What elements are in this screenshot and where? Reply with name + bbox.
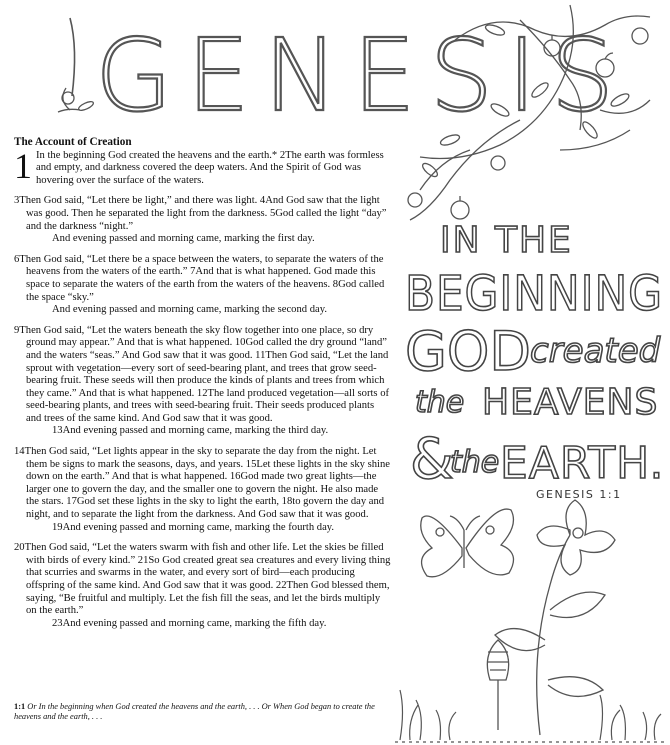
paragraph-2 — [14, 195, 392, 245]
evening-line: And evening passed and morning came, marking the first day. — [52, 233, 315, 245]
evening-line: And evening passed and morning came, marking the second day. — [52, 304, 327, 316]
paragraph-1 — [14, 145, 392, 188]
art-line-9: EARTH. — [500, 438, 665, 489]
footnote-ref: 1:1 — [14, 702, 26, 711]
paragraph-6 — [14, 542, 392, 630]
chapter-number: 1 — [14, 145, 32, 186]
paragraph-4 — [14, 325, 392, 438]
butterfly-icon — [421, 509, 514, 577]
art-line-7: & — [410, 427, 454, 492]
paragraph-text: 9Then God said, “Let the waters beneath the sky flow together into one place, so dry ground may appear.” And that is what happened. 10God called the dry ground “land” and the waters “seas.” And God saw that it was good. 11Then God said, “Let the land sprout with vegetation—every sort of seed-bearing plant, and trees that grow seed-bearing fruit. These seeds will then produce the kinds of plants and trees from which they came.” And that is what happened. 12The land produced vegetation—all sorts of seed-bearing plants, and trees with seed-bearing fruit. Their seeds produced plants and trees of the same kind. And God saw that it was good. — [14, 324, 390, 424]
footnote — [14, 702, 384, 722]
grass-icon — [395, 690, 665, 742]
apple-vine-icon — [58, 88, 95, 112]
paragraph-5 — [14, 446, 392, 534]
art-line-4: created — [530, 331, 661, 371]
evening-line: 13And evening passed and morning came, marking the third day. — [52, 425, 329, 437]
art-line-6: HEAVENS — [482, 382, 659, 423]
art-line-2: BEGINNING — [405, 266, 663, 322]
art-citation: GENESIS 1:1 — [536, 488, 622, 501]
scripture-column — [14, 136, 392, 638]
paragraph-text: 14Then God said, “Let lights appear in the sky to separate the day from the night. Let them be signs to mark the seasons, days, and years. 15Let these lights in the sky shine down on the earth.” And that is what happened. 16God made two great lights—the larger one to govern the day, and the smaller one to govern the night. He also made the stars. 17God set these lights in the sky to light the earth, 18to govern the day and night, and to separate the light from the darkness. And God saw that it was good. — [14, 446, 390, 521]
evening-line: 19And evening passed and morning came, marking the fourth day. — [52, 521, 335, 533]
art-line-8: the — [450, 445, 500, 480]
section-heading: The Account of Creation — [14, 136, 132, 148]
footnote-text: Or In the beginning when God created the heavens and the earth, . . . Or When God began to create the heavens and the earth, . . . — [14, 702, 375, 721]
page-title: GENESIS — [95, 17, 629, 134]
paragraph-text: In the beginning God created the heavens and the earth.* 2The earth was formless and empty, and darkness covered the deep waters. And the Spirit of God was hovering over the surface of the waters. — [36, 149, 384, 186]
paragraph-text: 3Then God said, “Let there be light,” and there was light. 4And God saw that the light was good. Then he separated the light from the darkness. 5God called the light “day” and the darkness “night.” — [14, 195, 387, 232]
art-line-5: the — [415, 385, 465, 420]
paragraph-3 — [14, 254, 392, 317]
art-line-1: IN THE — [440, 220, 573, 261]
flower-icon — [487, 500, 615, 735]
evening-line: 23And evening passed and morning came, marking the fifth day. — [52, 617, 327, 629]
paragraph-text: 20Then God said, “Let the waters swarm with fish and other life. Let the skies be filled with birds of every kind.” 21So God created great sea creatures and every living thing that scurries and swarms in the water, and every sort of bird—each producing offspring of the same kind. And God saw that it was good. 22Then God blessed them, saying, “Be fruitful and multiply. Let the fish fill the seas, and let the birds multiply on the earth.” — [14, 542, 391, 617]
art-line-3: GOD — [405, 320, 531, 383]
paragraph-text: 6Then God said, “Let there be a space between the waters, to separate the waters of the heavens from the waters of the earth.” 7And that is what happened. God made this space to separate the waters of the earth from the waters of the heavens. 8God called the space “sky.” — [14, 253, 385, 303]
